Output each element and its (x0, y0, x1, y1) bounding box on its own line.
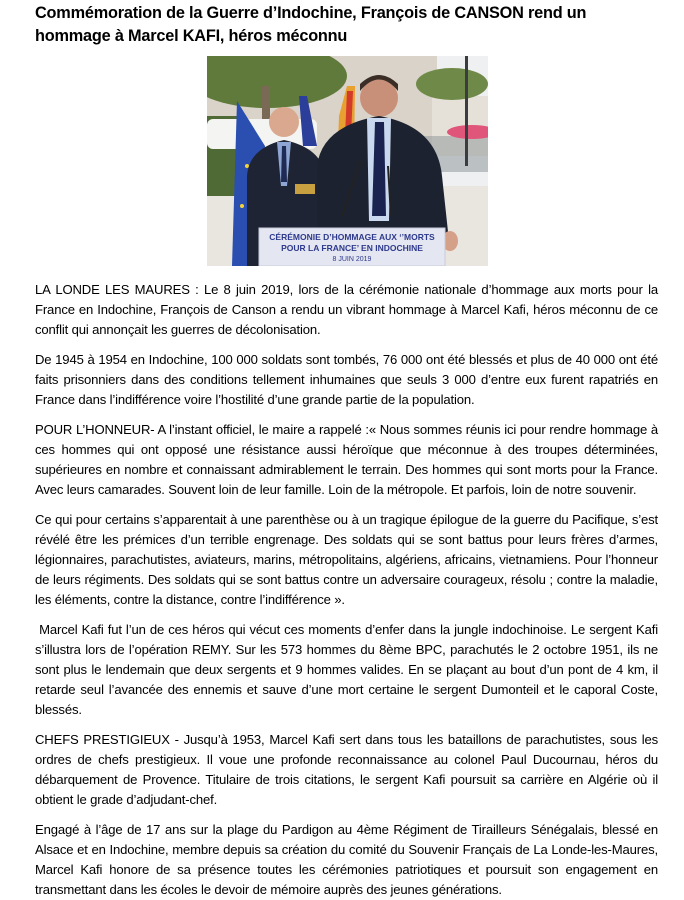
paragraph-casualties: De 1945 à 1954 en Indochine, 100 000 soldats sont tombés, 76 000 ont été blessés et plus de 40 000 ont été faits prisonniers dans des conditions tellement inhumaines que seuls 3 000 d’entre eux furent rapatriés en France dans l’indifférence voire l’hostilité d’une grande partie de la population. (35, 352, 658, 407)
paragraph-chefs-prestigieux: CHEFS PRESTIGIEUX - Jusqu’à 1953, Marcel Kafi sert dans tous les bataillons de parachutistes, sous les ordres de chefs prestigieux. Il voue une profonde reconnaissance au colonel Paul Ducournau, héros du débarquement de Provence. Titulaire de trois citations, le sergent Kafi poursuit sa carrière en Algérie où il obtient le grade d’adjudant-chef. (35, 732, 658, 807)
article-title: Commémoration de la Guerre d’Indochine, François de CANSON rend un hommage à Marcel KAFI, héros méconnu (35, 4, 587, 45)
photo-palm (416, 68, 488, 100)
ceremony-photo (207, 56, 488, 266)
podium-text-line1: CÉRÉMONIE D’HOMMAGE AUX ‘’MORTS (269, 232, 435, 242)
paragraph-intro: LA LONDE LES MAURES : Le 8 juin 2019, lors de la cérémonie nationale d’hommage aux morts pour la France en Indochine, François de Canson a rendu un vibrant hommage à Marcel Kafi, héros méconnu de ce conflit qui annonçait les guerres de décolonisation. (35, 282, 658, 337)
podium-text-line2: POUR LA FRANCE’ EN INDOCHINE (281, 243, 423, 253)
paragraph-honneur: POUR L’HONNEUR- A l’instant officiel, le maire a rappelé :« Nous sommes réunis ici pour rendre hommage à ces hommes qui ont opposé une résistance aussi héroïque que méconnue à des troupes déterminées, supérieures en nombre et connaissant admirablement le terrain. Des hommes qui sont morts pour la France. Avec leurs camarades. Souvent loin de leur famille. Loin de la métropole. Et parfois, loin de notre souvenir. (35, 422, 658, 497)
podium-text-line3: 8 JUIN 2019 (332, 256, 372, 263)
photo-veteran-head (269, 107, 299, 137)
article (35, 2, 662, 900)
paragraph-engagement: Engagé à l’âge de 17 ans sur la plage du Pardigon au 4ème Régiment de Tirailleurs Sénégalais, blessé en Alsace et en Indochine, membre depuis sa création du comité du Souvenir Français de La Londe-les-Maures, Marcel Kafi honore de sa présence toutes les cérémonies patriotiques et poursuit son engagement en transmettant dans les écoles le devoir de mémoire auprès des jeunes générations. (35, 822, 658, 897)
paragraph-engrenage: Ce qui pour certains s’apparentait à une parenthèse ou à un tragique épilogue de la guerre du Pacifique, s’est révélé être les prémices d’un terrible engrenage. Des soldats qui se sont battus pour leurs frères d’armes, légionnaires, parachutistes, aviateurs, marins, métropolitains, algériens, africains, vietnamiens. Pour l’honneur de leurs régiments. Des soldats qui se sont battus contre un adversaire courageux, résolu ; contre la maladie, les éléments, contre la distance, contre l’indifférence ». (35, 512, 658, 607)
photo-lamp-pole (465, 56, 468, 166)
paragraph-kafi-remy: Marcel Kafi fut l’un de ces héros qui vécut ces moments d’enfer dans la jungle indochinoise. Le sergent Kafi s’illustra lors de l’opération REMY. Sur les 573 hommes du 8ème BPC, parachutés le 2 octobre 1951, ils ne sont plus le lendemain que deux sergents et 9 hommes valides. En se plaçant au bout d’un pont de 4 km, il retarde seul l’avancée des ennemis et sauve d’une mort certaine le sergent Dumonteil et le caporal Coste, blessés. (35, 622, 662, 717)
photo-medals (295, 184, 315, 194)
